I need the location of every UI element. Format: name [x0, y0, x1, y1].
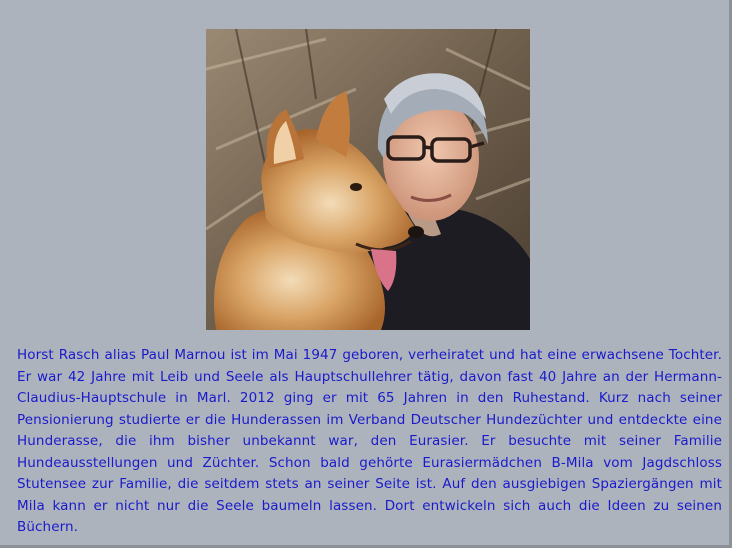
author-photo: [206, 29, 530, 330]
photo-illustration: [206, 29, 530, 330]
author-bio-text: Horst Rasch alias Paul Marnou ist im Mai 1947 geboren, verheiratet und hat eine erwachsene Tochter. Er war 42 Jahre mit Leib und Seele als Hauptschullehrer tätig, davon fast 40 Jahre an der Hermann-Claudius-Hauptschule in Marl. 2012 ging er mit 65 Jahren in den Ruhestand. Kurz nach seiner Pensionierung studierte er die Hunderassen im Verband Deutscher Hundezüchter und entdeckte eine Hunderasse, die ihm bisher unbekannt war, den Eurasier. Er besuchte mit seiner Familie Hundeausstellungen und Züchter. Schon bald gehörte Eurasiermädchen B-Mila vom Jagdschloss Stutensee zur Familie, die seitdem stets an seiner Seite ist. Auf den ausgiebigen Spaziergängen mit Mila kann er nicht nur die Seele baumeln lassen. Dort entwickeln sich auch die Ideen zu seinen Büchern.: [17, 347, 722, 535]
